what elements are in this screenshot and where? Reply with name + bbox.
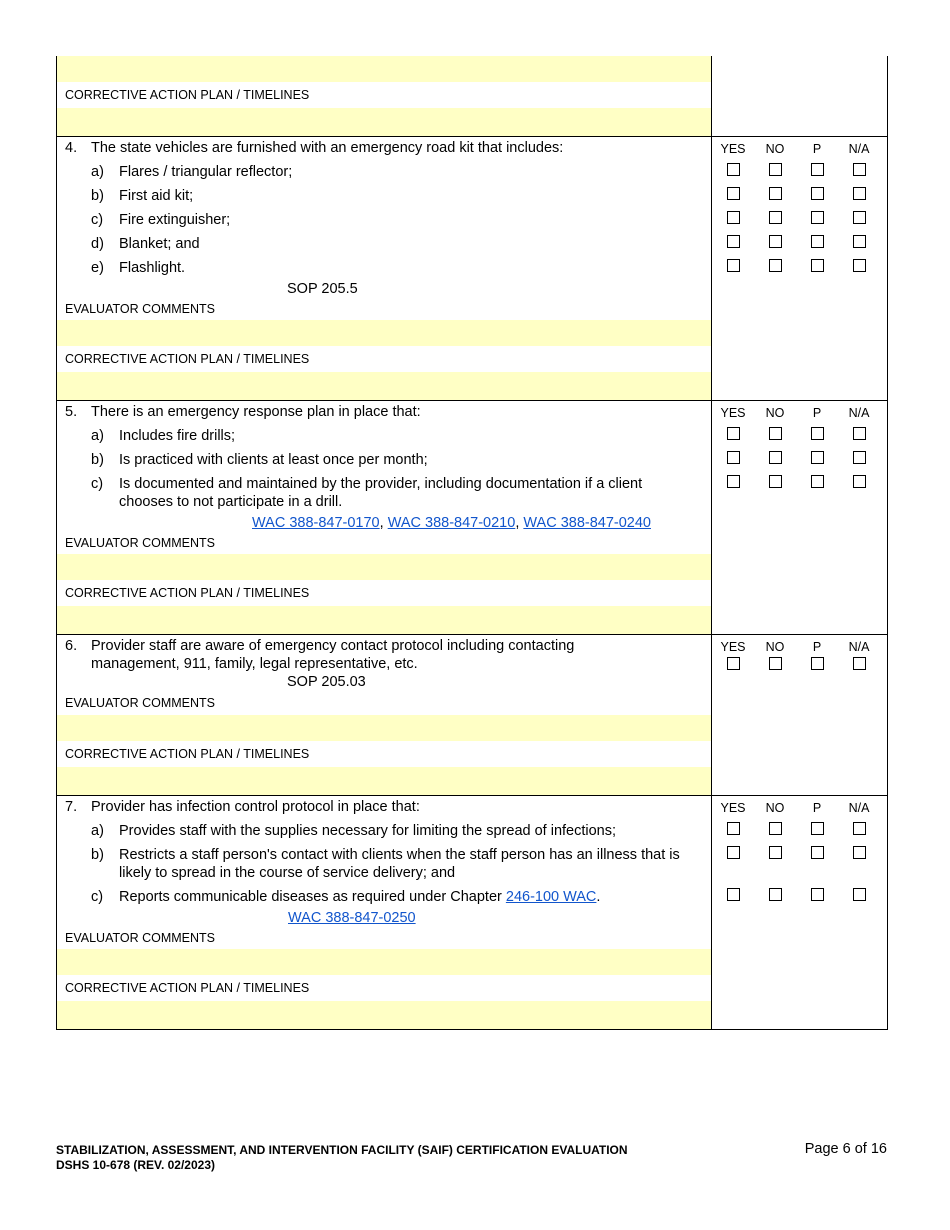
sub-letter: b) [91, 847, 104, 863]
na-checkbox[interactable] [853, 451, 866, 464]
sub-letter: c) [91, 476, 104, 492]
corrective-action-field[interactable] [57, 606, 712, 634]
evaluator-comments-label: EVALUATOR COMMENTS [65, 302, 216, 316]
no-header: NO [765, 406, 785, 420]
corrective-action-label: CORRECTIVE ACTION PLAN / TIMELINES [57, 82, 712, 108]
wac-link[interactable]: WAC 388-847-0240 [523, 515, 651, 531]
no-checkbox[interactable] [769, 657, 782, 670]
sub-letter: a) [91, 428, 104, 444]
sub-text: Flares / triangular reflector; [119, 164, 293, 180]
item-5 [56, 400, 888, 554]
form-number: DSHS 10-678 (REV. 02/2023) [56, 1158, 215, 1172]
sub-text: Fire extinguisher; [119, 212, 231, 228]
wac-link[interactable]: WAC 388-847-0250 [288, 910, 416, 926]
yes-checkbox[interactable] [727, 427, 740, 440]
na-checkbox[interactable] [853, 822, 866, 835]
no-checkbox[interactable] [769, 451, 782, 464]
sub-text: Blanket; and [119, 236, 200, 252]
no-header: NO [765, 142, 785, 156]
sub-text: Provides staff with the supplies necessary for limiting the spread of infections; [119, 823, 617, 839]
reference-links: WAC 388-847-0170, WAC 388-847-0210, WAC 388-847-0240 [252, 515, 651, 531]
evaluator-comments-field[interactable] [57, 320, 712, 346]
page-number: Page 6 of 16 [804, 1141, 887, 1157]
form-title: STABILIZATION, ASSESSMENT, AND INTERVENTION FACILITY (SAIF) CERTIFICATION EVALUATION [56, 1143, 628, 1157]
sub-text: Reports communicable diseases as required under Chapter [119, 889, 502, 905]
no-checkbox[interactable] [769, 427, 782, 440]
sub-letter: c) [91, 212, 104, 228]
no-header: NO [765, 640, 785, 654]
na-checkbox[interactable] [853, 235, 866, 248]
na-header: N/A [848, 142, 870, 156]
wac-link[interactable]: WAC 388-847-0170 [252, 515, 380, 531]
corrective-action-label: CORRECTIVE ACTION PLAN / TIMELINES [57, 346, 712, 372]
p-checkbox[interactable] [811, 475, 824, 488]
reference: SOP 205.03 [287, 674, 366, 690]
yes-header: YES [720, 142, 746, 156]
p-checkbox[interactable] [811, 235, 824, 248]
p-header: P [812, 142, 822, 156]
evaluator-comments-field[interactable] [57, 949, 712, 975]
no-checkbox[interactable] [769, 259, 782, 272]
evaluation-table [56, 56, 888, 1030]
item-text: There is an emergency response plan in place that: [91, 404, 421, 420]
na-header: N/A [848, 801, 870, 815]
p-checkbox[interactable] [811, 187, 824, 200]
evaluator-comments-label: EVALUATOR COMMENTS [65, 536, 216, 550]
sub-letter: b) [91, 188, 104, 204]
yes-checkbox[interactable] [727, 888, 740, 901]
na-checkbox[interactable] [853, 427, 866, 440]
corrective-action-label: CORRECTIVE ACTION PLAN / TIMELINES [57, 580, 712, 606]
corrective-action-field[interactable] [57, 372, 712, 400]
yes-header: YES [720, 406, 746, 420]
item-6 [56, 634, 888, 715]
evaluator-comments-label: EVALUATOR COMMENTS [65, 696, 216, 710]
chapter-link[interactable]: 246-100 WAC [505, 889, 597, 905]
yes-header: YES [720, 801, 746, 815]
no-checkbox[interactable] [769, 163, 782, 176]
p-checkbox[interactable] [811, 888, 824, 901]
na-checkbox[interactable] [853, 888, 866, 901]
item-4 [56, 136, 888, 320]
yes-checkbox[interactable] [727, 657, 740, 670]
evaluator-comments-field[interactable] [57, 715, 712, 741]
na-checkbox[interactable] [853, 187, 866, 200]
na-checkbox[interactable] [853, 657, 866, 670]
na-header: N/A [848, 640, 870, 654]
corrective-action-field[interactable] [57, 767, 712, 795]
p-header: P [812, 801, 822, 815]
evaluator-comments-field[interactable] [57, 56, 712, 82]
p-checkbox[interactable] [811, 451, 824, 464]
no-checkbox[interactable] [769, 822, 782, 835]
yes-checkbox[interactable] [727, 451, 740, 464]
sub-letter: d) [91, 236, 104, 252]
sub-text-end: . [596, 889, 601, 905]
yes-checkbox[interactable] [727, 259, 740, 272]
reference: SOP 205.5 [287, 281, 358, 297]
na-checkbox[interactable] [853, 475, 866, 488]
corrective-action-label: CORRECTIVE ACTION PLAN / TIMELINES [57, 741, 712, 767]
na-checkbox[interactable] [853, 211, 866, 224]
p-checkbox[interactable] [811, 211, 824, 224]
na-checkbox[interactable] [853, 259, 866, 272]
yes-checkbox[interactable] [727, 846, 740, 859]
no-checkbox[interactable] [769, 888, 782, 901]
sub-letter: c) [91, 889, 104, 905]
p-header: P [812, 406, 822, 420]
item-number: 5. [65, 404, 78, 420]
yes-checkbox[interactable] [727, 235, 740, 248]
corrective-action-field[interactable] [57, 1001, 712, 1029]
no-checkbox[interactable] [769, 211, 782, 224]
p-checkbox[interactable] [811, 259, 824, 272]
sub-letter: a) [91, 823, 104, 839]
sub-letter: a) [91, 164, 104, 180]
p-checkbox[interactable] [811, 163, 824, 176]
no-checkbox[interactable] [769, 475, 782, 488]
evaluator-comments-label: EVALUATOR COMMENTS [65, 931, 216, 945]
sub-letter: e) [91, 260, 104, 276]
item-text: Provider has infection control protocol in place that: [91, 799, 420, 815]
footer [56, 1143, 628, 1173]
yes-checkbox[interactable] [727, 211, 740, 224]
p-checkbox[interactable] [811, 427, 824, 440]
sub-text: Flashlight. [119, 260, 186, 276]
p-checkbox[interactable] [811, 846, 824, 859]
na-checkbox[interactable] [853, 163, 866, 176]
no-checkbox[interactable] [769, 235, 782, 248]
wac-link[interactable]: WAC 388-847-0210 [387, 515, 516, 531]
sub-text: First aid kit; [119, 188, 194, 204]
sub-text: Includes fire drills; [119, 428, 236, 444]
na-checkbox[interactable] [853, 846, 866, 859]
item-text: Provider staff are aware of emergency contact protocol including contacting management, 911, family, legal representative, etc. [91, 638, 575, 672]
corrective-action-label: CORRECTIVE ACTION PLAN / TIMELINES [57, 975, 712, 1001]
yes-checkbox[interactable] [727, 187, 740, 200]
item-text: The state vehicles are furnished with an emergency road kit that includes: [91, 140, 564, 156]
item-number: 6. [65, 638, 78, 654]
yes-header: YES [720, 640, 746, 654]
item-7 [56, 795, 888, 949]
sub-text: Is documented and maintained by the provider, including documentation if a client chooses to not participate in a drill. [119, 476, 643, 510]
p-checkbox[interactable] [811, 822, 824, 835]
evaluator-comments-field[interactable] [57, 554, 712, 580]
sub-letter: b) [91, 452, 104, 468]
yes-checkbox[interactable] [727, 822, 740, 835]
p-checkbox[interactable] [811, 657, 824, 670]
no-checkbox[interactable] [769, 187, 782, 200]
no-checkbox[interactable] [769, 846, 782, 859]
p-header: P [812, 640, 822, 654]
item-number: 7. [65, 799, 78, 815]
sub-text: Restricts a staff person's contact with clients when the staff person has an illness that is likely to spread in the course of service delivery; and [119, 847, 680, 881]
item-number: 4. [65, 140, 78, 156]
na-header: N/A [848, 406, 870, 420]
no-header: NO [765, 801, 785, 815]
yes-checkbox[interactable] [727, 475, 740, 488]
sub-text: Is practiced with clients at least once per month; [119, 452, 428, 468]
corrective-action-field[interactable] [57, 108, 712, 136]
yes-checkbox[interactable] [727, 163, 740, 176]
